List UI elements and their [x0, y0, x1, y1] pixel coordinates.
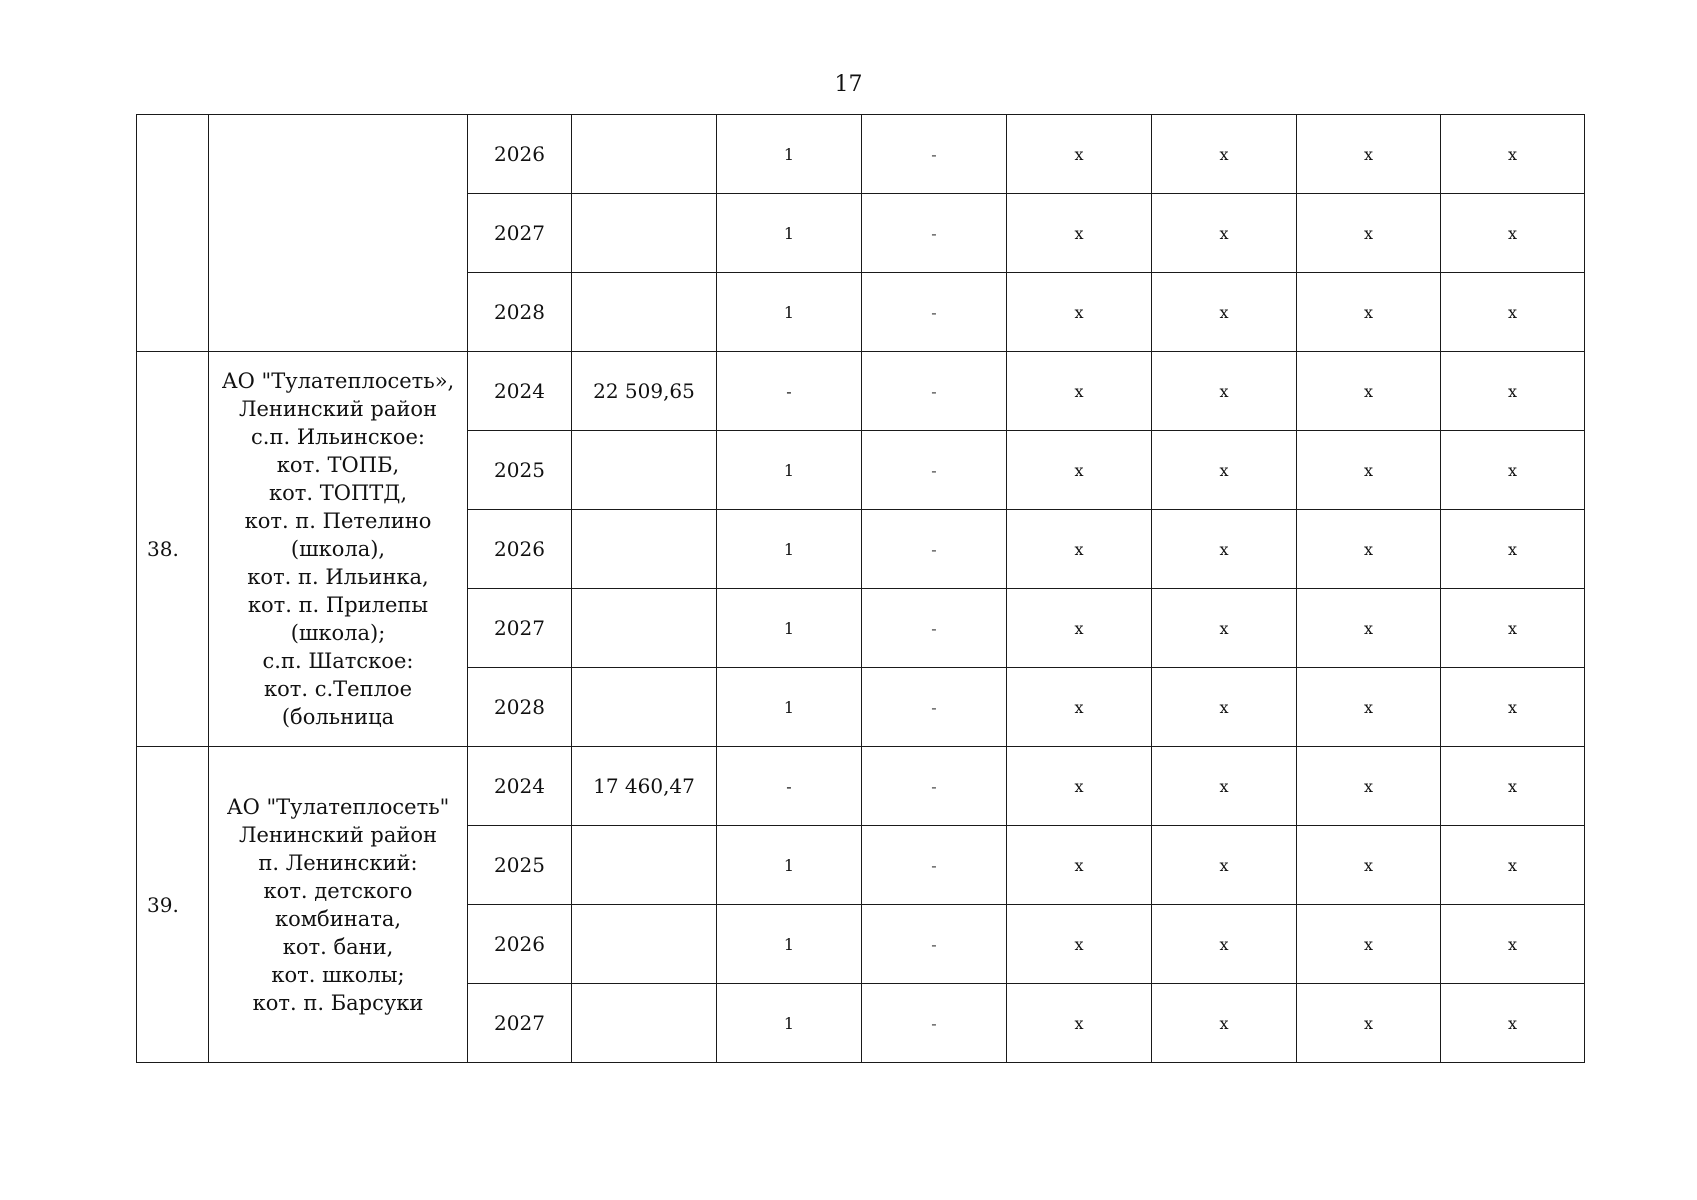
indicator-cell-4: х: [1152, 747, 1297, 826]
indicator-cell-3: х: [1007, 115, 1152, 194]
indicator-cell-6: х: [1441, 826, 1585, 905]
indicator-cell-3: х: [1007, 668, 1152, 747]
indicator-cell-4: х: [1152, 905, 1297, 984]
indicator-cell-2: -: [862, 747, 1007, 826]
indicator-cell-5: х: [1297, 115, 1441, 194]
table-row: [137, 747, 1585, 826]
indicator-cell-6: х: [1441, 905, 1585, 984]
indicator-cell-5: х: [1297, 194, 1441, 273]
year-cell: 2028: [468, 273, 572, 352]
indicator-cell-4: х: [1152, 273, 1297, 352]
indicator-cell-4: х: [1152, 826, 1297, 905]
amount-cell: [572, 905, 717, 984]
year-cell: 2024: [468, 352, 572, 431]
indicator-cell-2: -: [862, 984, 1007, 1063]
indicator-cell-1: 1: [717, 194, 862, 273]
amount-cell: [572, 510, 717, 589]
organization-name-cell: АО "Тулатеплосеть" Ленинский район п. Ленинский: кот. детского комбината, кот. бани, кот. школы; кот. п. Барсуки: [209, 747, 468, 1063]
indicator-cell-6: х: [1441, 431, 1585, 510]
year-cell: 2027: [468, 589, 572, 668]
table-row: [137, 352, 1585, 431]
indicator-cell-3: х: [1007, 273, 1152, 352]
indicator-cell-2: -: [862, 905, 1007, 984]
indicator-cell-5: х: [1297, 431, 1441, 510]
indicator-cell-3: х: [1007, 984, 1152, 1063]
indicator-cell-1: -: [717, 747, 862, 826]
amount-cell: [572, 589, 717, 668]
indicator-cell-6: х: [1441, 273, 1585, 352]
indicator-cell-1: -: [717, 352, 862, 431]
indicator-cell-6: х: [1441, 352, 1585, 431]
indicator-cell-2: -: [862, 668, 1007, 747]
indicator-cell-3: х: [1007, 747, 1152, 826]
indicator-cell-5: х: [1297, 273, 1441, 352]
indicator-cell-6: х: [1441, 194, 1585, 273]
indicator-cell-4: х: [1152, 194, 1297, 273]
indicator-cell-5: х: [1297, 668, 1441, 747]
indicator-cell-6: х: [1441, 115, 1585, 194]
indicator-cell-4: х: [1152, 352, 1297, 431]
indicator-cell-3: х: [1007, 589, 1152, 668]
indicator-cell-6: х: [1441, 668, 1585, 747]
year-cell: 2024: [468, 747, 572, 826]
page-number: 17: [834, 72, 863, 97]
indicator-cell-3: х: [1007, 194, 1152, 273]
indicator-cell-2: -: [862, 352, 1007, 431]
indicator-cell-5: х: [1297, 905, 1441, 984]
data-table: [136, 114, 1585, 1063]
indicator-cell-2: -: [862, 115, 1007, 194]
indicator-cell-6: х: [1441, 747, 1585, 826]
indicator-cell-6: х: [1441, 589, 1585, 668]
indicator-cell-1: 1: [717, 510, 862, 589]
indicator-cell-1: 1: [717, 826, 862, 905]
amount-cell: [572, 273, 717, 352]
indicator-cell-2: -: [862, 194, 1007, 273]
organization-name-cell: АО "Тулатеплосеть», Ленинский район с.п. Ильинское: кот. ТОПБ, кот. ТОПТД, кот. п. Петелино (школа), кот. п. Ильинка, кот. п. Прилепы (школа); с.п. Шатское: кот. с.Теплое (больница: [209, 352, 468, 747]
indicator-cell-4: х: [1152, 510, 1297, 589]
year-cell: 2025: [468, 826, 572, 905]
amount-cell: [572, 431, 717, 510]
table-body: [137, 115, 1585, 1063]
indicator-cell-4: х: [1152, 984, 1297, 1063]
amount-cell: [572, 194, 717, 273]
year-cell: 2026: [468, 905, 572, 984]
year-cell: 2027: [468, 194, 572, 273]
year-cell: 2027: [468, 984, 572, 1063]
indicator-cell-1: 1: [717, 115, 862, 194]
indicator-cell-5: х: [1297, 352, 1441, 431]
indicator-cell-4: х: [1152, 668, 1297, 747]
table-row: [137, 115, 1585, 194]
indicator-cell-4: х: [1152, 431, 1297, 510]
amount-cell: [572, 826, 717, 905]
indicator-cell-2: -: [862, 826, 1007, 905]
row-number-cell: 39.: [137, 747, 209, 1063]
indicator-cell-2: -: [862, 510, 1007, 589]
indicator-cell-1: 1: [717, 905, 862, 984]
indicator-cell-5: х: [1297, 589, 1441, 668]
indicator-cell-5: х: [1297, 747, 1441, 826]
year-cell: 2025: [468, 431, 572, 510]
indicator-cell-6: х: [1441, 984, 1585, 1063]
indicator-cell-3: х: [1007, 826, 1152, 905]
year-cell: 2026: [468, 115, 572, 194]
indicator-cell-2: -: [862, 273, 1007, 352]
indicator-cell-3: х: [1007, 905, 1152, 984]
row-number-cell: [137, 115, 209, 352]
indicator-cell-1: 1: [717, 589, 862, 668]
amount-cell: [572, 115, 717, 194]
indicator-cell-1: 1: [717, 984, 862, 1063]
amount-cell: 22 509,65: [572, 352, 717, 431]
indicator-cell-5: х: [1297, 826, 1441, 905]
indicator-cell-1: 1: [717, 431, 862, 510]
indicator-cell-2: -: [862, 589, 1007, 668]
indicator-cell-6: х: [1441, 510, 1585, 589]
indicator-cell-2: -: [862, 431, 1007, 510]
indicator-cell-3: х: [1007, 510, 1152, 589]
amount-cell: 17 460,47: [572, 747, 717, 826]
organization-name-cell: [209, 115, 468, 352]
year-cell: 2028: [468, 668, 572, 747]
indicator-cell-3: х: [1007, 352, 1152, 431]
indicator-cell-4: х: [1152, 115, 1297, 194]
indicator-cell-1: 1: [717, 273, 862, 352]
indicator-cell-4: х: [1152, 589, 1297, 668]
indicator-cell-3: х: [1007, 431, 1152, 510]
year-cell: 2026: [468, 510, 572, 589]
indicator-cell-5: х: [1297, 510, 1441, 589]
indicator-cell-1: 1: [717, 668, 862, 747]
amount-cell: [572, 984, 717, 1063]
row-number-cell: 38.: [137, 352, 209, 747]
amount-cell: [572, 668, 717, 747]
indicator-cell-5: х: [1297, 984, 1441, 1063]
